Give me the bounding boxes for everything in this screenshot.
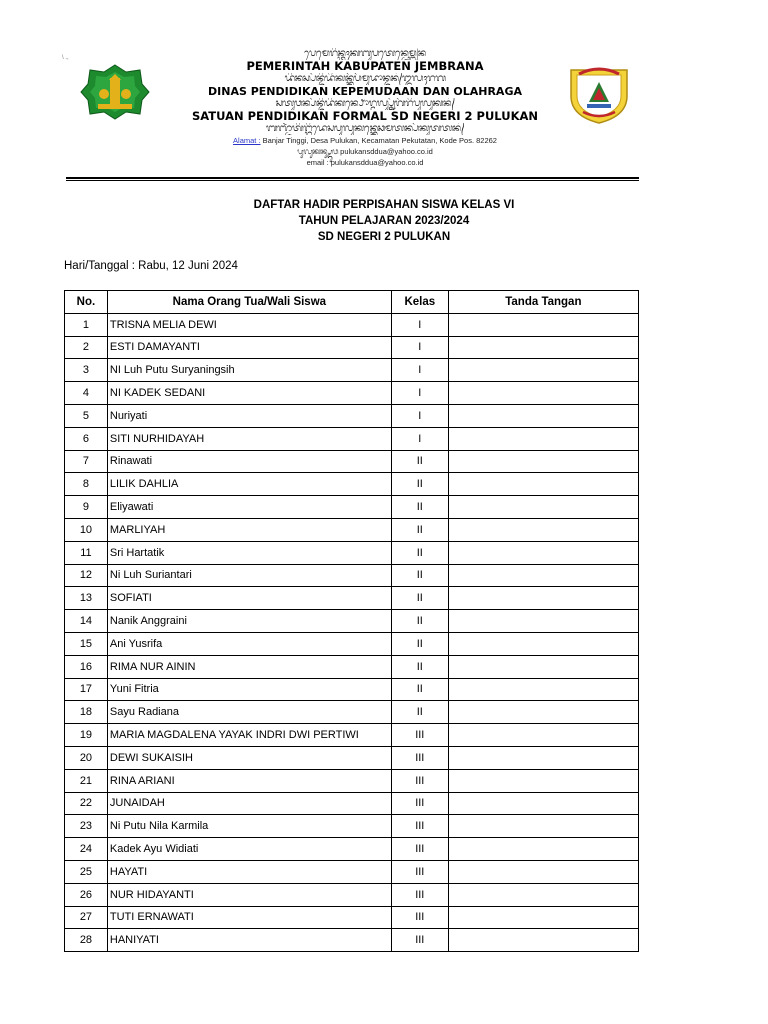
parent-name: Ni Luh Suriantari	[107, 564, 391, 587]
column-header-no: No.	[65, 291, 108, 314]
class-level: III	[391, 906, 448, 929]
balinese-script-email: ᬧᬸᬮᬸᬓᬦ᭄ᬲ᭄ᬤ᭄ᬤᬸᬯ	[297, 147, 339, 156]
parent-name: DEWI SUKAISIH	[107, 746, 391, 769]
row-number: 23	[65, 815, 108, 838]
class-level: III	[391, 724, 448, 747]
table-row	[65, 473, 639, 496]
parent-name: HANIYATI	[107, 929, 391, 952]
row-number: 25	[65, 860, 108, 883]
table-row	[65, 792, 639, 815]
kemenag-emblem-icon	[80, 64, 150, 120]
table-row	[65, 518, 639, 541]
table-row	[65, 769, 639, 792]
table-row	[65, 746, 639, 769]
row-number: 10	[65, 518, 108, 541]
signature-cell	[448, 746, 638, 769]
parent-name: Sri Hartatik	[107, 541, 391, 564]
address-label: Alamat :	[233, 136, 261, 145]
row-number: 15	[65, 632, 108, 655]
table-row	[65, 359, 639, 382]
academic-year: TAHUN PELAJARAN 2023/2024	[298, 215, 470, 227]
class-level: III	[391, 792, 448, 815]
table-row	[65, 678, 639, 701]
table-row	[65, 655, 639, 678]
row-number: 7	[65, 450, 108, 473]
attendance-table	[64, 290, 639, 952]
signature-cell	[448, 336, 638, 359]
row-number: 21	[65, 769, 108, 792]
table-row	[65, 404, 639, 427]
row-number: 14	[65, 610, 108, 633]
table-row	[65, 860, 639, 883]
class-level: II	[391, 450, 448, 473]
row-number: 2	[65, 336, 108, 359]
table-row	[65, 541, 639, 564]
row-number: 11	[65, 541, 108, 564]
row-number: 1	[65, 313, 108, 336]
table-row	[65, 929, 639, 952]
table-row	[65, 450, 639, 473]
row-number: 20	[65, 746, 108, 769]
class-level: II	[391, 496, 448, 519]
signature-cell	[448, 382, 638, 405]
parent-name: JUNAIDAH	[107, 792, 391, 815]
signature-cell	[448, 815, 638, 838]
government-name: PEMERINTAH KABUPATEN JEMBRANA	[246, 59, 484, 73]
school-name: SATUAN PENDIDIKAN FORMAL SD NEGERI 2 PULUKAN	[191, 109, 539, 123]
balinese-script-line: ᬧᬾᬫᬾᬭᬶᬦ᭄ᬢᬄᬓᬩᬸᬧᬢᬾᬦ᭄ᬚᬾᬫ᭄ᬩ᭄ᬭᬦ	[304, 48, 426, 59]
class-level: II	[391, 632, 448, 655]
table-row	[65, 336, 639, 359]
document-title: DAFTAR HADIR PERPISAHAN SISWA KELAS VI	[253, 199, 515, 211]
row-number: 6	[65, 427, 108, 450]
signature-cell	[448, 610, 638, 633]
table-row	[65, 724, 639, 747]
class-level: III	[391, 860, 448, 883]
row-number: 4	[65, 382, 108, 405]
parent-name: Yuni Fitria	[107, 678, 391, 701]
row-number: 17	[65, 678, 108, 701]
signature-cell	[448, 359, 638, 382]
parent-name: NI KADEK SEDANI	[107, 382, 391, 405]
class-level: II	[391, 610, 448, 633]
signature-cell	[448, 906, 638, 929]
signature-cell	[448, 564, 638, 587]
parent-name: NUR HIDAYANTI	[107, 883, 391, 906]
table-row	[65, 632, 639, 655]
table-row	[65, 838, 639, 861]
table-row	[65, 382, 639, 405]
signature-cell	[448, 404, 638, 427]
signature-cell	[448, 701, 638, 724]
table-row	[65, 564, 639, 587]
parent-name: LILIK DAHLIA	[107, 473, 391, 496]
table-row	[65, 496, 639, 519]
table-row	[65, 313, 639, 336]
signature-cell	[448, 724, 638, 747]
row-number: 18	[65, 701, 108, 724]
table-row	[65, 906, 639, 929]
table-row	[65, 883, 639, 906]
signature-cell	[448, 860, 638, 883]
parent-name: HAYATI	[107, 860, 391, 883]
header-divider-thin	[66, 180, 639, 181]
class-level: II	[391, 678, 448, 701]
signature-cell	[448, 838, 638, 861]
department-name: DINAS PENDIDIKAN KEPEMUDAAN DAN OLAHRAGA	[208, 85, 522, 98]
parent-name: RINA ARIANI	[107, 769, 391, 792]
class-level: III	[391, 815, 448, 838]
table-row	[65, 587, 639, 610]
class-level: III	[391, 883, 448, 906]
class-level: II	[391, 655, 448, 678]
signature-cell	[448, 792, 638, 815]
signature-cell	[448, 655, 638, 678]
table-row	[65, 427, 639, 450]
table-header-row	[65, 291, 639, 314]
row-number: 19	[65, 724, 108, 747]
row-number: 24	[65, 838, 108, 861]
row-number: 5	[65, 404, 108, 427]
table-row	[65, 610, 639, 633]
parent-name: SITI NURHIDAYAH	[107, 427, 391, 450]
row-number: 9	[65, 496, 108, 519]
class-level: I	[391, 313, 448, 336]
parent-name: Kadek Ayu Widiati	[107, 838, 391, 861]
balinese-script-line: ᬩᬜ᭄ᬚᬃᬢᬶᬗ᭄ᬕᬶᬤᬾᬲᬧᬸᬮᬸᬓᬦ᭄ᬓᬾᬘᬫᬢᬦ᭄ᬧᭂᬓᬸᬢᬢᬦ᭄	[265, 123, 465, 134]
parent-name: Sayu Radiana	[107, 701, 391, 724]
jembrana-regency-emblem-icon	[565, 66, 633, 124]
column-header-name: Nama Orang Tua/Wali Siswa	[107, 291, 391, 314]
table-row	[65, 815, 639, 838]
script-email-line	[160, 146, 570, 157]
signature-cell	[448, 313, 638, 336]
parent-name: NI Luh Putu Suryaningsih	[107, 359, 391, 382]
class-level: I	[391, 427, 448, 450]
parent-name: MARIA MAGDALENA YAYAK INDRI DWI PERTIWI	[107, 724, 391, 747]
class-level: I	[391, 404, 448, 427]
row-number: 26	[65, 883, 108, 906]
parent-name: TRISNA MELIA DEWI	[107, 313, 391, 336]
signature-cell	[448, 541, 638, 564]
class-level: II	[391, 473, 448, 496]
letterhead	[160, 48, 570, 168]
class-level: III	[391, 746, 448, 769]
signature-cell	[448, 427, 638, 450]
signature-cell	[448, 929, 638, 952]
school-title: SD NEGERI 2 PULUKAN	[317, 231, 451, 243]
header-divider	[66, 177, 639, 179]
row-number: 28	[65, 929, 108, 952]
address-line	[160, 135, 570, 146]
class-level: III	[391, 769, 448, 792]
class-level: III	[391, 838, 448, 861]
signature-cell	[448, 473, 638, 496]
parent-name: Rinawati	[107, 450, 391, 473]
parent-name: ESTI DAMAYANTI	[107, 336, 391, 359]
class-level: II	[391, 564, 448, 587]
parent-name: Ani Yusrifa	[107, 632, 391, 655]
row-number: 27	[65, 906, 108, 929]
parent-name: MARLIYAH	[107, 518, 391, 541]
signature-cell	[448, 678, 638, 701]
email-inline: pulukansddua@yahoo.co.id	[340, 147, 433, 156]
class-level: III	[391, 929, 448, 952]
class-level: I	[391, 382, 448, 405]
signature-cell	[448, 632, 638, 655]
row-number: 8	[65, 473, 108, 496]
row-number: 13	[65, 587, 108, 610]
parent-name: Eliyawati	[107, 496, 391, 519]
date-label: Hari/Tanggal : Rabu, 12 Juni 2024	[64, 260, 238, 272]
class-level: I	[391, 359, 448, 382]
corner-mark: \ .,	[62, 55, 69, 61]
parent-name: Nuriyati	[107, 404, 391, 427]
address-text: Banjar Tinggi, Desa Pulukan, Kecamatan Pekutatan, Kode Pos. 82262	[262, 136, 497, 145]
parent-name: Nanik Anggraini	[107, 610, 391, 633]
row-number: 12	[65, 564, 108, 587]
row-number: 3	[65, 359, 108, 382]
parent-name: RIMA NUR AININ	[107, 655, 391, 678]
signature-cell	[448, 587, 638, 610]
signature-cell	[448, 883, 638, 906]
signature-cell	[448, 496, 638, 519]
class-level: II	[391, 701, 448, 724]
balinese-script-line: ᬲᬢᬸᬯᬦ᭄ᬧᭂᬦ᭄ᬤᬶᬤᬶᬓᬦ᭄ᬨᭀᬭ᭄ᬫᬮ᭄ᬲ᭄ᬤ᭄ᬦᭂᬕᭂᬭᬶᬧᬸᬮᬸᬓᬦ᭄	[275, 98, 455, 109]
class-level: II	[391, 541, 448, 564]
table-row	[65, 701, 639, 724]
row-number: 16	[65, 655, 108, 678]
parent-name: TUTI ERNAWATI	[107, 906, 391, 929]
class-level: II	[391, 587, 448, 610]
column-header-class: Kelas	[391, 291, 448, 314]
email-line: email : pulukansddua@yahoo.co.id	[306, 158, 424, 167]
parent-name: SOFIATI	[107, 587, 391, 610]
class-level: II	[391, 518, 448, 541]
signature-cell	[448, 518, 638, 541]
signature-cell	[448, 450, 638, 473]
column-header-signature: Tanda Tangan	[448, 291, 638, 314]
row-number: 22	[65, 792, 108, 815]
balinese-script-line: ᬤᬶᬦᬲ᭄ᬧᭂᬦ᭄ᬤᬶᬤᬶᬓᬦ᭄ᬓᭂᬧᭂᬫᬸᬤᬵᬦ᭄ᬤᬦ᭄ᬑᬮᬄᬭᬕ	[284, 73, 446, 84]
signature-cell	[448, 769, 638, 792]
parent-name: Ni Putu Nila Karmila	[107, 815, 391, 838]
class-level: I	[391, 336, 448, 359]
